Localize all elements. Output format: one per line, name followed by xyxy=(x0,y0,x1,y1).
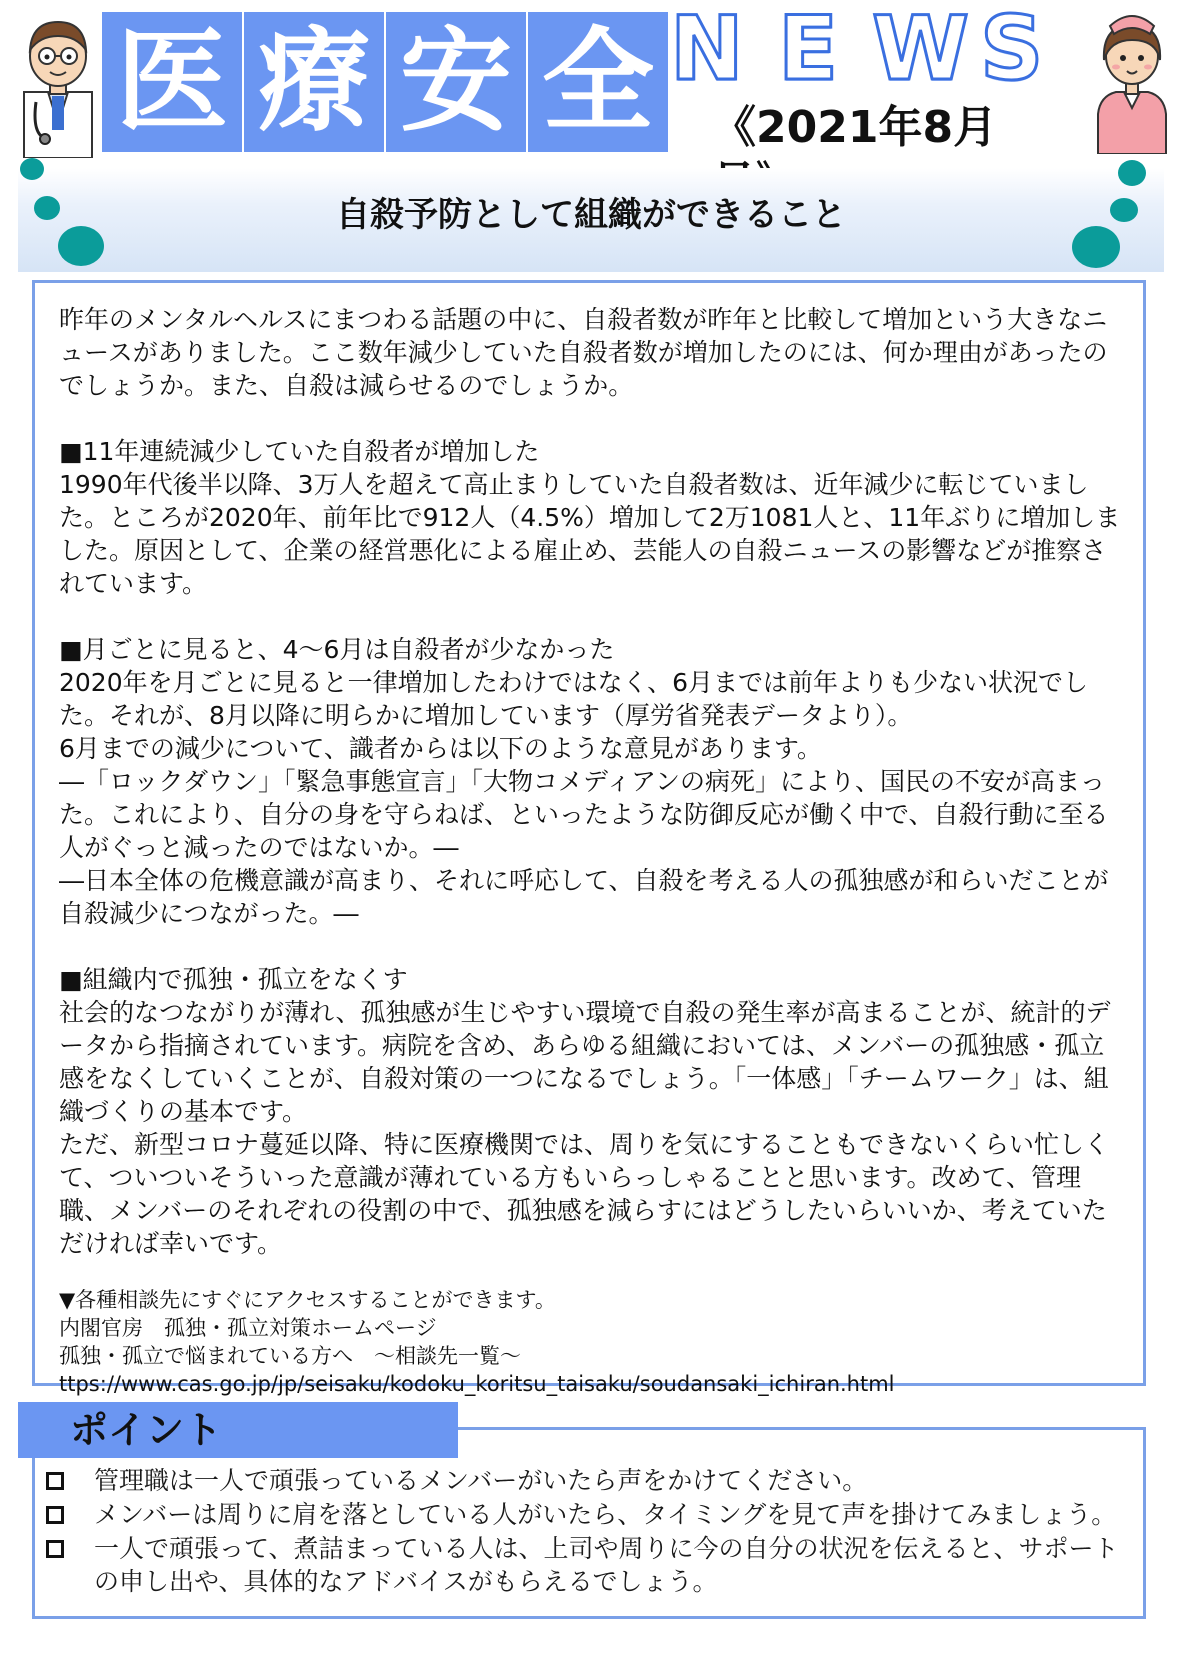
section-paragraph: 6月までの減少について、識者からは以下のような意見があります。 xyxy=(59,734,822,763)
decor-dot xyxy=(1072,226,1120,268)
section-paragraph: 1990年代後半以降、3万人を超えて高止まりしていた自殺者数は、近年減少に転じていました。ところが2020年、前年比で912人（4.5%）増加して2万1081人と、11年ぶりに増加しました。原因として、企業の経営悪化による雇止め、芸能人の自殺ニュースの影響などが推察されています。 xyxy=(59,470,1121,598)
decor-dot xyxy=(1110,198,1138,222)
decor-dot xyxy=(58,226,104,266)
resource-org: 内閣官房 孤独・孤立対策ホームページ xyxy=(59,1316,437,1340)
point-text: メンバーは周りに肩を落としている人がいたら、タイミングを見て声を掛けてみましょう。 xyxy=(94,1500,1117,1529)
decor-dot xyxy=(20,158,44,180)
checkbox-icon xyxy=(46,1540,64,1558)
issue-date: 《2021年8月 xyxy=(712,102,998,153)
expert-opinion: ―日本全体の危機意識が高まり、それに呼応して、自殺を考える人の孤独感が和らいだことが自殺減少につながった。― xyxy=(59,866,1109,928)
point-item xyxy=(46,1532,1136,1598)
section-paragraph: 社会的なつながりが薄れ、孤独感が生じやすい環境で自殺の発生率が高まることが、統計的データから指摘されています。病院を含め、あらゆる組織においては、メンバーの孤独感・孤立感をなくしていくことが、自殺対策の一つになるでしょう。「一体感」「チームワーク」は、組織づくりの基本です。 xyxy=(59,998,1111,1126)
point-list xyxy=(46,1464,1136,1599)
decor-dot xyxy=(34,196,60,220)
nurse-illustration xyxy=(1090,4,1174,154)
title-kanji-2: 療 xyxy=(244,12,384,152)
news-letter-w: W xyxy=(872,0,970,100)
news-letter-n: N xyxy=(670,0,744,100)
point-item xyxy=(46,1464,1136,1497)
news-letter-s: S xyxy=(980,0,1044,100)
article-title-band xyxy=(18,168,1164,272)
intro-paragraph: 昨年のメンタルヘルスにまつわる話題の中に、自殺者数が昨年と比較して増加という大きなニュースがありました。ここ数年減少していた自殺者数が増加したのには、何か理由があったのでしょうか。また、自殺は減らせるのでしょうか。 xyxy=(59,305,1108,400)
resource-note: ▼各種相談先にすぐにアクセスすることができます。 xyxy=(59,1288,556,1312)
point-text: 一人で頑張って、煮詰まっている人は、上司や周りに今の自分の状況を伝えると、サポートの申し出や、具体的なアドバイスがもらえるでしょう。 xyxy=(94,1534,1119,1596)
doctor-illustration xyxy=(10,6,106,158)
title-kanji-4: 全 xyxy=(528,12,668,152)
section-heading: ■組織内で孤独・孤立をなくす xyxy=(59,965,408,994)
checkbox-icon xyxy=(46,1506,64,1524)
checkbox-icon xyxy=(46,1472,64,1490)
article-body xyxy=(59,303,1129,1398)
expert-opinion: ―「ロックダウン」「緊急事態宣言」「大物コメディアンの病死」により、国民の不安が高まった。これにより、自分の身を守らねば、といったような防御反応が働く中で、自殺行動に至る人がぐっと減ったのではないか。― xyxy=(59,767,1109,862)
point-item xyxy=(46,1498,1136,1531)
section-paragraph: ただ、新型コロナ蔓延以降、特に医療機関では、周りを気にすることもできないくらい忙しくて、ついついそういった意識が薄れている方もいらっしゃることと思います。改めて、管理職、メンバーのそれぞれの役割の中で、孤独感を減らすにはどうしたいらいいか、考えていただければ幸いです。 xyxy=(59,1130,1110,1258)
news-letter-e: E xyxy=(778,0,839,100)
section-paragraph: 2020年を月ごとに見ると一律増加したわけではなく、6月までは前年よりも少ない状況でした。それが、8月以降に明らかに増加しています（厚労省発表データより）。 xyxy=(59,668,1089,730)
point-label: ポイント xyxy=(18,1402,458,1458)
resource-url[interactable]: ttps://www.cas.go.jp/jp/seisaku/kodoku_koritsu_taisaku/soudansaki_ichiran.html xyxy=(59,1372,895,1396)
section-heading: ■11年連続減少していた自殺者が増加した xyxy=(59,437,540,466)
section-heading: ■月ごとに見ると、4～6月は自殺者が少なかった xyxy=(59,635,615,664)
resource-title: 孤独・孤立で悩まれている方へ ～相談先一覧～ xyxy=(59,1344,521,1368)
decor-dot xyxy=(1118,160,1146,186)
title-kanji-1: 医 xyxy=(102,12,242,152)
article-box xyxy=(32,280,1146,1396)
title-kanji-3: 安 xyxy=(386,12,526,152)
article-title: 自殺予防として組織ができること xyxy=(336,195,846,235)
point-text: 管理職は一人で頑張っているメンバーがいたら声をかけてください。 xyxy=(94,1466,868,1495)
masthead xyxy=(0,0,1181,160)
